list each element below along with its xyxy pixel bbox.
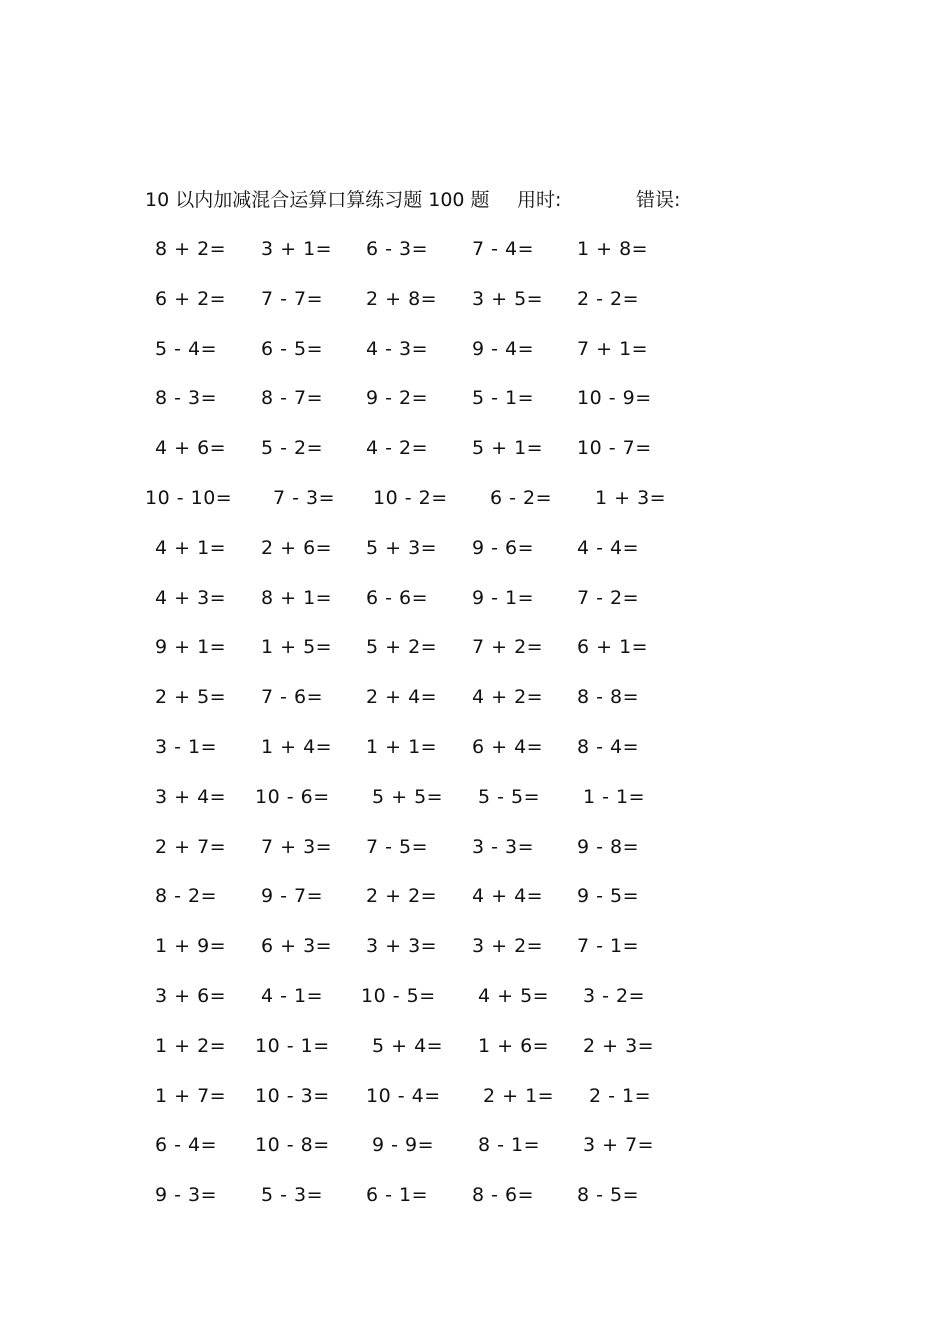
problem-item: 5 + 4= xyxy=(372,1034,444,1057)
problem-item: 1 - 1= xyxy=(583,785,646,808)
problem-item: 1 + 1= xyxy=(366,735,438,758)
problem-item: 3 - 3= xyxy=(472,835,535,858)
problem-item: 10 - 8= xyxy=(255,1134,330,1157)
problem-item: 1 + 2= xyxy=(155,1034,227,1057)
problem-row xyxy=(155,286,715,336)
problem-row xyxy=(155,585,715,635)
problem-item: 7 - 6= xyxy=(261,686,324,709)
problem-item: 2 + 1= xyxy=(483,1084,555,1107)
problem-item: 2 + 3= xyxy=(583,1034,655,1057)
problem-item: 10 - 7= xyxy=(577,437,652,460)
problem-item: 6 + 3= xyxy=(261,935,333,958)
problem-row xyxy=(155,834,715,884)
problem-row xyxy=(145,485,715,535)
problem-item: 2 + 4= xyxy=(366,686,438,709)
problem-item: 6 - 3= xyxy=(366,238,429,260)
problem-item: 6 - 2= xyxy=(490,486,553,509)
problem-item: 7 - 3= xyxy=(273,486,336,509)
problem-item: 9 - 5= xyxy=(577,885,640,908)
problem-item: 10 - 3= xyxy=(255,1084,330,1107)
problem-row xyxy=(155,734,715,784)
time-used-label: 用时: xyxy=(517,189,562,211)
problem-item: 6 - 4= xyxy=(155,1134,218,1157)
problem-item: 5 + 3= xyxy=(366,536,438,559)
error-count-label: 错误: xyxy=(636,189,681,211)
problem-item: 4 - 3= xyxy=(366,337,429,360)
problem-item: 8 - 4= xyxy=(577,735,640,758)
problem-row xyxy=(155,1083,715,1133)
problem-item: 5 + 2= xyxy=(366,636,438,659)
problem-item: 4 + 2= xyxy=(472,686,544,709)
problem-item: 4 + 3= xyxy=(155,586,227,609)
problem-item: 3 + 4= xyxy=(155,785,227,808)
problem-item: 4 + 4= xyxy=(472,885,544,908)
problem-item: 7 - 7= xyxy=(261,287,324,310)
problem-row xyxy=(155,385,715,435)
problem-row xyxy=(155,983,715,1033)
problem-item: 3 + 7= xyxy=(583,1134,655,1157)
problem-item: 1 + 5= xyxy=(261,636,333,659)
problem-item: 6 + 1= xyxy=(577,636,649,659)
problem-row xyxy=(155,883,715,933)
problem-item: 8 - 2= xyxy=(155,885,218,908)
problem-item: 5 - 4= xyxy=(155,337,218,360)
problem-item: 7 - 2= xyxy=(577,586,640,609)
problem-item: 5 - 1= xyxy=(472,387,535,410)
problem-item: 8 + 1= xyxy=(261,586,333,609)
problem-item: 3 + 5= xyxy=(472,287,544,310)
problem-item: 9 - 7= xyxy=(261,885,324,908)
problem-item: 4 - 1= xyxy=(261,984,324,1007)
problem-item: 9 - 6= xyxy=(472,536,535,559)
problem-item: 9 + 1= xyxy=(155,636,227,659)
problem-grid xyxy=(145,236,715,1232)
problem-item: 8 - 6= xyxy=(472,1184,535,1207)
problem-item: 7 - 4= xyxy=(472,238,535,260)
problem-item: 5 - 3= xyxy=(261,1184,324,1207)
problem-row xyxy=(155,784,715,834)
problem-row xyxy=(155,634,715,684)
problem-item: 1 + 9= xyxy=(155,935,227,958)
problem-item: 2 + 5= xyxy=(155,686,227,709)
problem-item: 8 - 1= xyxy=(478,1134,541,1157)
problem-item: 10 - 6= xyxy=(255,785,330,808)
problem-item: 8 + 2= xyxy=(155,238,227,260)
problem-item: 7 + 2= xyxy=(472,636,544,659)
problem-item: 6 + 4= xyxy=(472,735,544,758)
problem-item: 5 - 2= xyxy=(261,437,324,460)
problem-item: 2 + 2= xyxy=(366,885,438,908)
problem-item: 7 - 5= xyxy=(366,835,429,858)
worksheet-title: 10 以内加减混合运算口算练习题 100 题 xyxy=(145,189,490,211)
problem-item: 6 + 2= xyxy=(155,287,227,310)
problem-item: 3 + 6= xyxy=(155,984,227,1007)
problem-item: 6 - 1= xyxy=(366,1184,429,1207)
problem-item: 4 + 1= xyxy=(155,536,227,559)
problem-row xyxy=(155,684,715,734)
problem-item: 7 - 1= xyxy=(577,935,640,958)
problem-item: 2 - 2= xyxy=(577,287,640,310)
problem-row xyxy=(155,236,715,286)
problem-item: 4 - 2= xyxy=(366,437,429,460)
problem-item: 2 + 8= xyxy=(366,287,438,310)
problem-item: 4 + 6= xyxy=(155,437,227,460)
problem-row xyxy=(155,1182,715,1232)
problem-item: 9 - 9= xyxy=(372,1134,435,1157)
problem-item: 2 - 1= xyxy=(589,1084,652,1107)
problem-item: 10 - 2= xyxy=(373,486,448,509)
problem-item: 10 - 5= xyxy=(361,984,436,1007)
problem-item: 7 + 1= xyxy=(577,337,649,360)
problem-row xyxy=(155,1132,715,1182)
problem-item: 3 + 1= xyxy=(261,238,333,260)
problem-row xyxy=(155,1033,715,1083)
problem-item: 3 + 2= xyxy=(472,935,544,958)
problem-row xyxy=(155,336,715,386)
problem-item: 3 + 3= xyxy=(366,935,438,958)
problem-item: 6 - 5= xyxy=(261,337,324,360)
problem-item: 10 - 1= xyxy=(255,1034,330,1057)
problem-item: 9 - 2= xyxy=(366,387,429,410)
problem-item: 5 - 5= xyxy=(478,785,541,808)
problem-item: 1 + 8= xyxy=(577,238,649,260)
problem-item: 9 - 8= xyxy=(577,835,640,858)
problem-item: 3 - 2= xyxy=(583,984,646,1007)
problem-item: 2 + 6= xyxy=(261,536,333,559)
problem-item: 4 - 4= xyxy=(577,536,640,559)
problem-item: 9 - 3= xyxy=(155,1184,218,1207)
problem-item: 5 + 5= xyxy=(372,785,444,808)
problem-item: 1 + 7= xyxy=(155,1084,227,1107)
problem-item: 6 - 6= xyxy=(366,586,429,609)
problem-item: 8 - 5= xyxy=(577,1184,640,1207)
problem-item: 10 - 4= xyxy=(366,1084,441,1107)
problem-item: 1 + 4= xyxy=(261,735,333,758)
problem-item: 5 + 1= xyxy=(472,437,544,460)
problem-row xyxy=(155,535,715,585)
problem-item: 8 - 8= xyxy=(577,686,640,709)
problem-item: 10 - 9= xyxy=(577,387,652,410)
problem-item: 9 - 4= xyxy=(472,337,535,360)
problem-row xyxy=(155,435,715,485)
problem-item: 8 - 3= xyxy=(155,387,218,410)
problem-item: 9 - 1= xyxy=(472,586,535,609)
problem-item: 4 + 5= xyxy=(478,984,550,1007)
problem-item: 10 - 10= xyxy=(145,486,233,509)
problem-item: 1 + 3= xyxy=(595,486,667,509)
problem-item: 7 + 3= xyxy=(261,835,333,858)
problem-item: 2 + 7= xyxy=(155,835,227,858)
problem-item: 3 - 1= xyxy=(155,735,218,758)
problem-row xyxy=(155,933,715,983)
problem-item: 8 - 7= xyxy=(261,387,324,410)
problem-item: 1 + 6= xyxy=(478,1034,550,1057)
